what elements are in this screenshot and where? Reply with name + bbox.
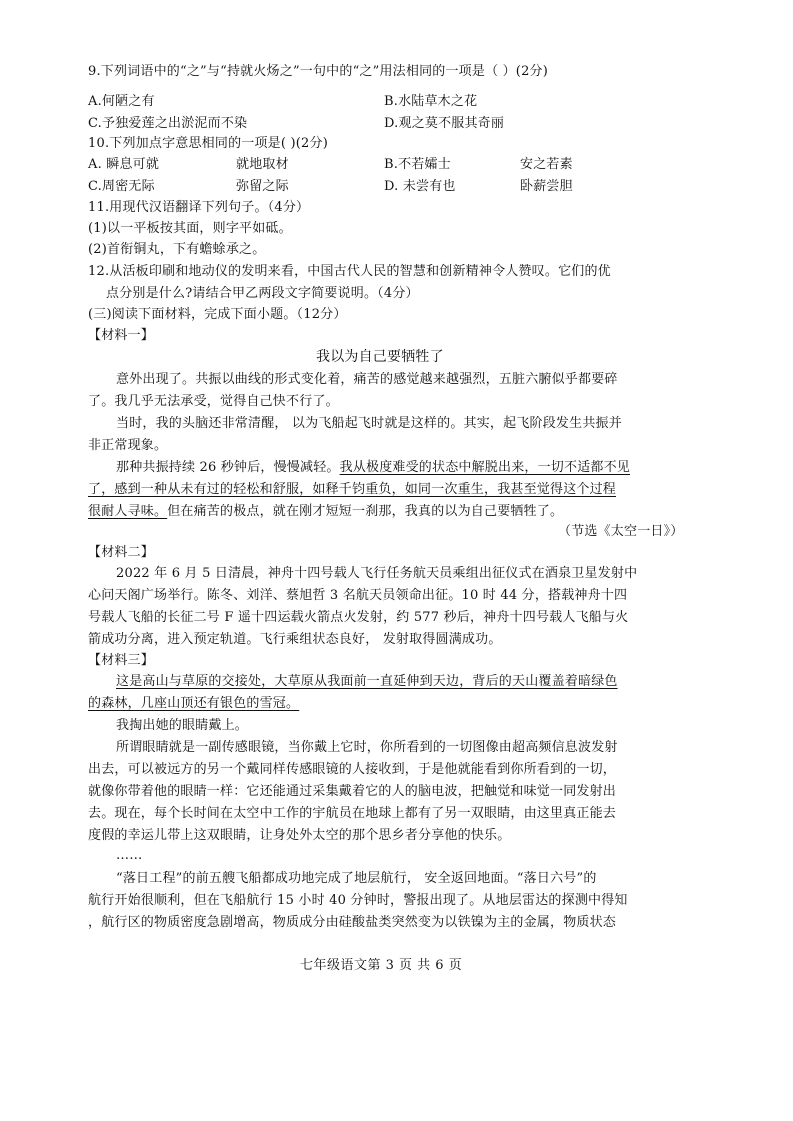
question-9-option-a: A.何陋之有 <box>88 94 155 109</box>
question-10-option-c2: 弥留之际 <box>236 179 289 194</box>
material-3-underlined-line-1: 这是高山与草原的交接处，大草原从我面前一直延伸到天边，背后的天山覆盖着暗绿色 <box>116 674 618 689</box>
material-1-p3-line-1 <box>116 458 630 478</box>
material-1-underlined-line-2: 了，感到一种从未有过的轻松和舒服，如释千钧重负，如同一次重生，我甚至觉得这个过程 <box>88 482 617 497</box>
question-10-option-d1: D. 未尝有也 <box>384 179 456 194</box>
material-3-p3-line-1: 所谓眼睛就是一副传感眼镜，当你戴上它时，你所看到的一切图像由超高频信息波发射 <box>116 740 618 755</box>
material-1-underlined-text: 我从极度难受的状态中解脱出来，一切不适都不见 <box>339 460 631 475</box>
material-2-label: 【材料二】 <box>88 545 155 560</box>
material-2-line-4: 箭成功分离，进入预定轨道。飞行乘组状态良好， 发射取得圆满成功。 <box>88 632 502 647</box>
material-3-p3-line-2: 出去，可以被远方的另一个戴同样传感眼镜的人接收到，于是他就能看到你所看到的一切， <box>88 762 617 777</box>
section-3-instruction: (三)阅读下面材料，完成下面小题。（12分） <box>88 307 347 322</box>
question-12-line-2: 点分别是什么?请结合甲乙两段文字简要说明。（4分） <box>106 286 419 301</box>
question-9-option-d: D.观之莫不服其奇丽 <box>384 116 505 131</box>
question-10-stem: 10.下列加点字意思相同的一项是( )(2分) <box>88 136 328 151</box>
question-11-stem: 11.用现代汉语翻译下列句子。（4分） <box>88 200 310 215</box>
question-10-option-c1: C.周密无际 <box>88 179 155 194</box>
question-10-option-a2: 就地取材 <box>236 157 289 172</box>
question-9-option-c: C.予独爱莲之出淤泥而不染 <box>88 116 248 131</box>
question-10-option-a1: A. 瞬息可就 <box>88 157 160 172</box>
question-10-option-d2: 卧薪尝胆 <box>520 179 573 194</box>
material-2-line-3: 号载人飞船的长征二号 F 遥十四运载火箭点火发射，约 577 秒后，神舟十四号载人飞船与火 <box>88 610 629 625</box>
question-9-stem: 9.下列词语中的“之”与“持就火炀之”一句中的“之”用法相同的一项是（ ）(2分) <box>88 64 549 79</box>
material-1-p3-plain-text: 那种共振持续 26 秒钟后，慢慢减轻。 <box>116 460 340 475</box>
material-3-p4-line-3: ，航行区的物质密度急剧增高，物质成分由硅酸盐类突然变为以铁镍为主的金属，物质状态 <box>88 915 617 930</box>
material-3-p3-line-5: 度假的幸运儿带上这双眼睛，让身处外太空的那个思乡者分享他的快乐。 <box>88 828 511 843</box>
question-12-line-1: 12.从活板印刷和地动仪的发明来看，中国古代人民的智慧和创新精神令人赞叹。它们的优 <box>88 264 611 279</box>
material-1-label: 【材料一】 <box>88 328 155 343</box>
material-3-p3-line-3: 就像你带着他的眼睛一样：它还能通过采集戴着它的人的脑电波，把触觉和味觉一同发射出 <box>88 784 617 799</box>
question-10-option-b2: 安之若素 <box>520 157 573 172</box>
material-2-line-1: 2022 年 6 月 5 日清晨，神舟十四号载人飞行任务航天员乘组出征仪式在酒泉卫星发射中 <box>116 566 638 581</box>
material-1-p2-line-2: 非正常现象。 <box>88 438 168 453</box>
material-2-line-2: 心问天阁广场举行。陈冬、刘洋、蔡旭哲 3 名航天员领命出征。10 时 44 分，搭载神舟十四 <box>88 588 628 603</box>
material-1-p2-line-1: 当时，我的头脑还非常清醒， 以为飞船起飞时就是这样的。其实，起飞阶段发生共振并 <box>116 416 622 431</box>
question-9-option-b: B.水陆草木之花 <box>384 94 478 109</box>
material-3-underlined-line-2: 的森林，几座山顶还有银色的雪冠。 <box>88 696 300 711</box>
material-1-p3-line-3 <box>88 502 563 522</box>
material-3-ellipsis: …… <box>116 848 143 863</box>
material-1-p3-rest: 但在痛苦的极点，就在刚才短短一刹那，我真的以为自己要牺牲了。 <box>167 504 564 519</box>
material-1-p1-line-1: 意外出现了。共振以曲线的形式变化着，痛苦的感觉越来越强烈，五脏六腑似乎都要碎 <box>116 372 618 387</box>
question-11-item-1: (1)以一平板按其面，则字平如砥。 <box>88 221 292 236</box>
question-10-option-b1: B.不若孀士 <box>384 157 451 172</box>
material-3-p4-line-2: 航行开始很顺利，但在飞船航行 15 小时 40 分钟时，警报出现了。从地层雷达的探测中得知 <box>88 893 628 908</box>
material-3-label: 【材料三】 <box>88 653 155 668</box>
question-11-item-2: (2)首衔铜丸，下有蟾蜍承之。 <box>88 242 266 257</box>
material-3-p3-line-4: 去。现在，每个长时间在太空中工作的宇航员在地球上都有了另一双眼睛，由这里真正能去 <box>88 806 617 821</box>
material-1-underlined-end: 很耐人寻味。 <box>88 504 168 519</box>
page-footer: 七年级语文第 3 页 共 6 页 <box>300 958 463 973</box>
material-1-title: 我以为自己要牺牲了 <box>316 349 444 365</box>
material-1-p1-line-2: 了。我几乎无法承受，觉得自己快不行了。 <box>88 394 339 409</box>
material-3-p2: 我掏出她的眼睛戴上。 <box>116 718 249 733</box>
material-1-source: （节选《太空一日》） <box>558 524 684 539</box>
material-3-p4-line-1: “落日工程”的前五艘飞船都成功地完成了地层航行， 安全返回地面。“落日六号”的 <box>116 871 597 886</box>
